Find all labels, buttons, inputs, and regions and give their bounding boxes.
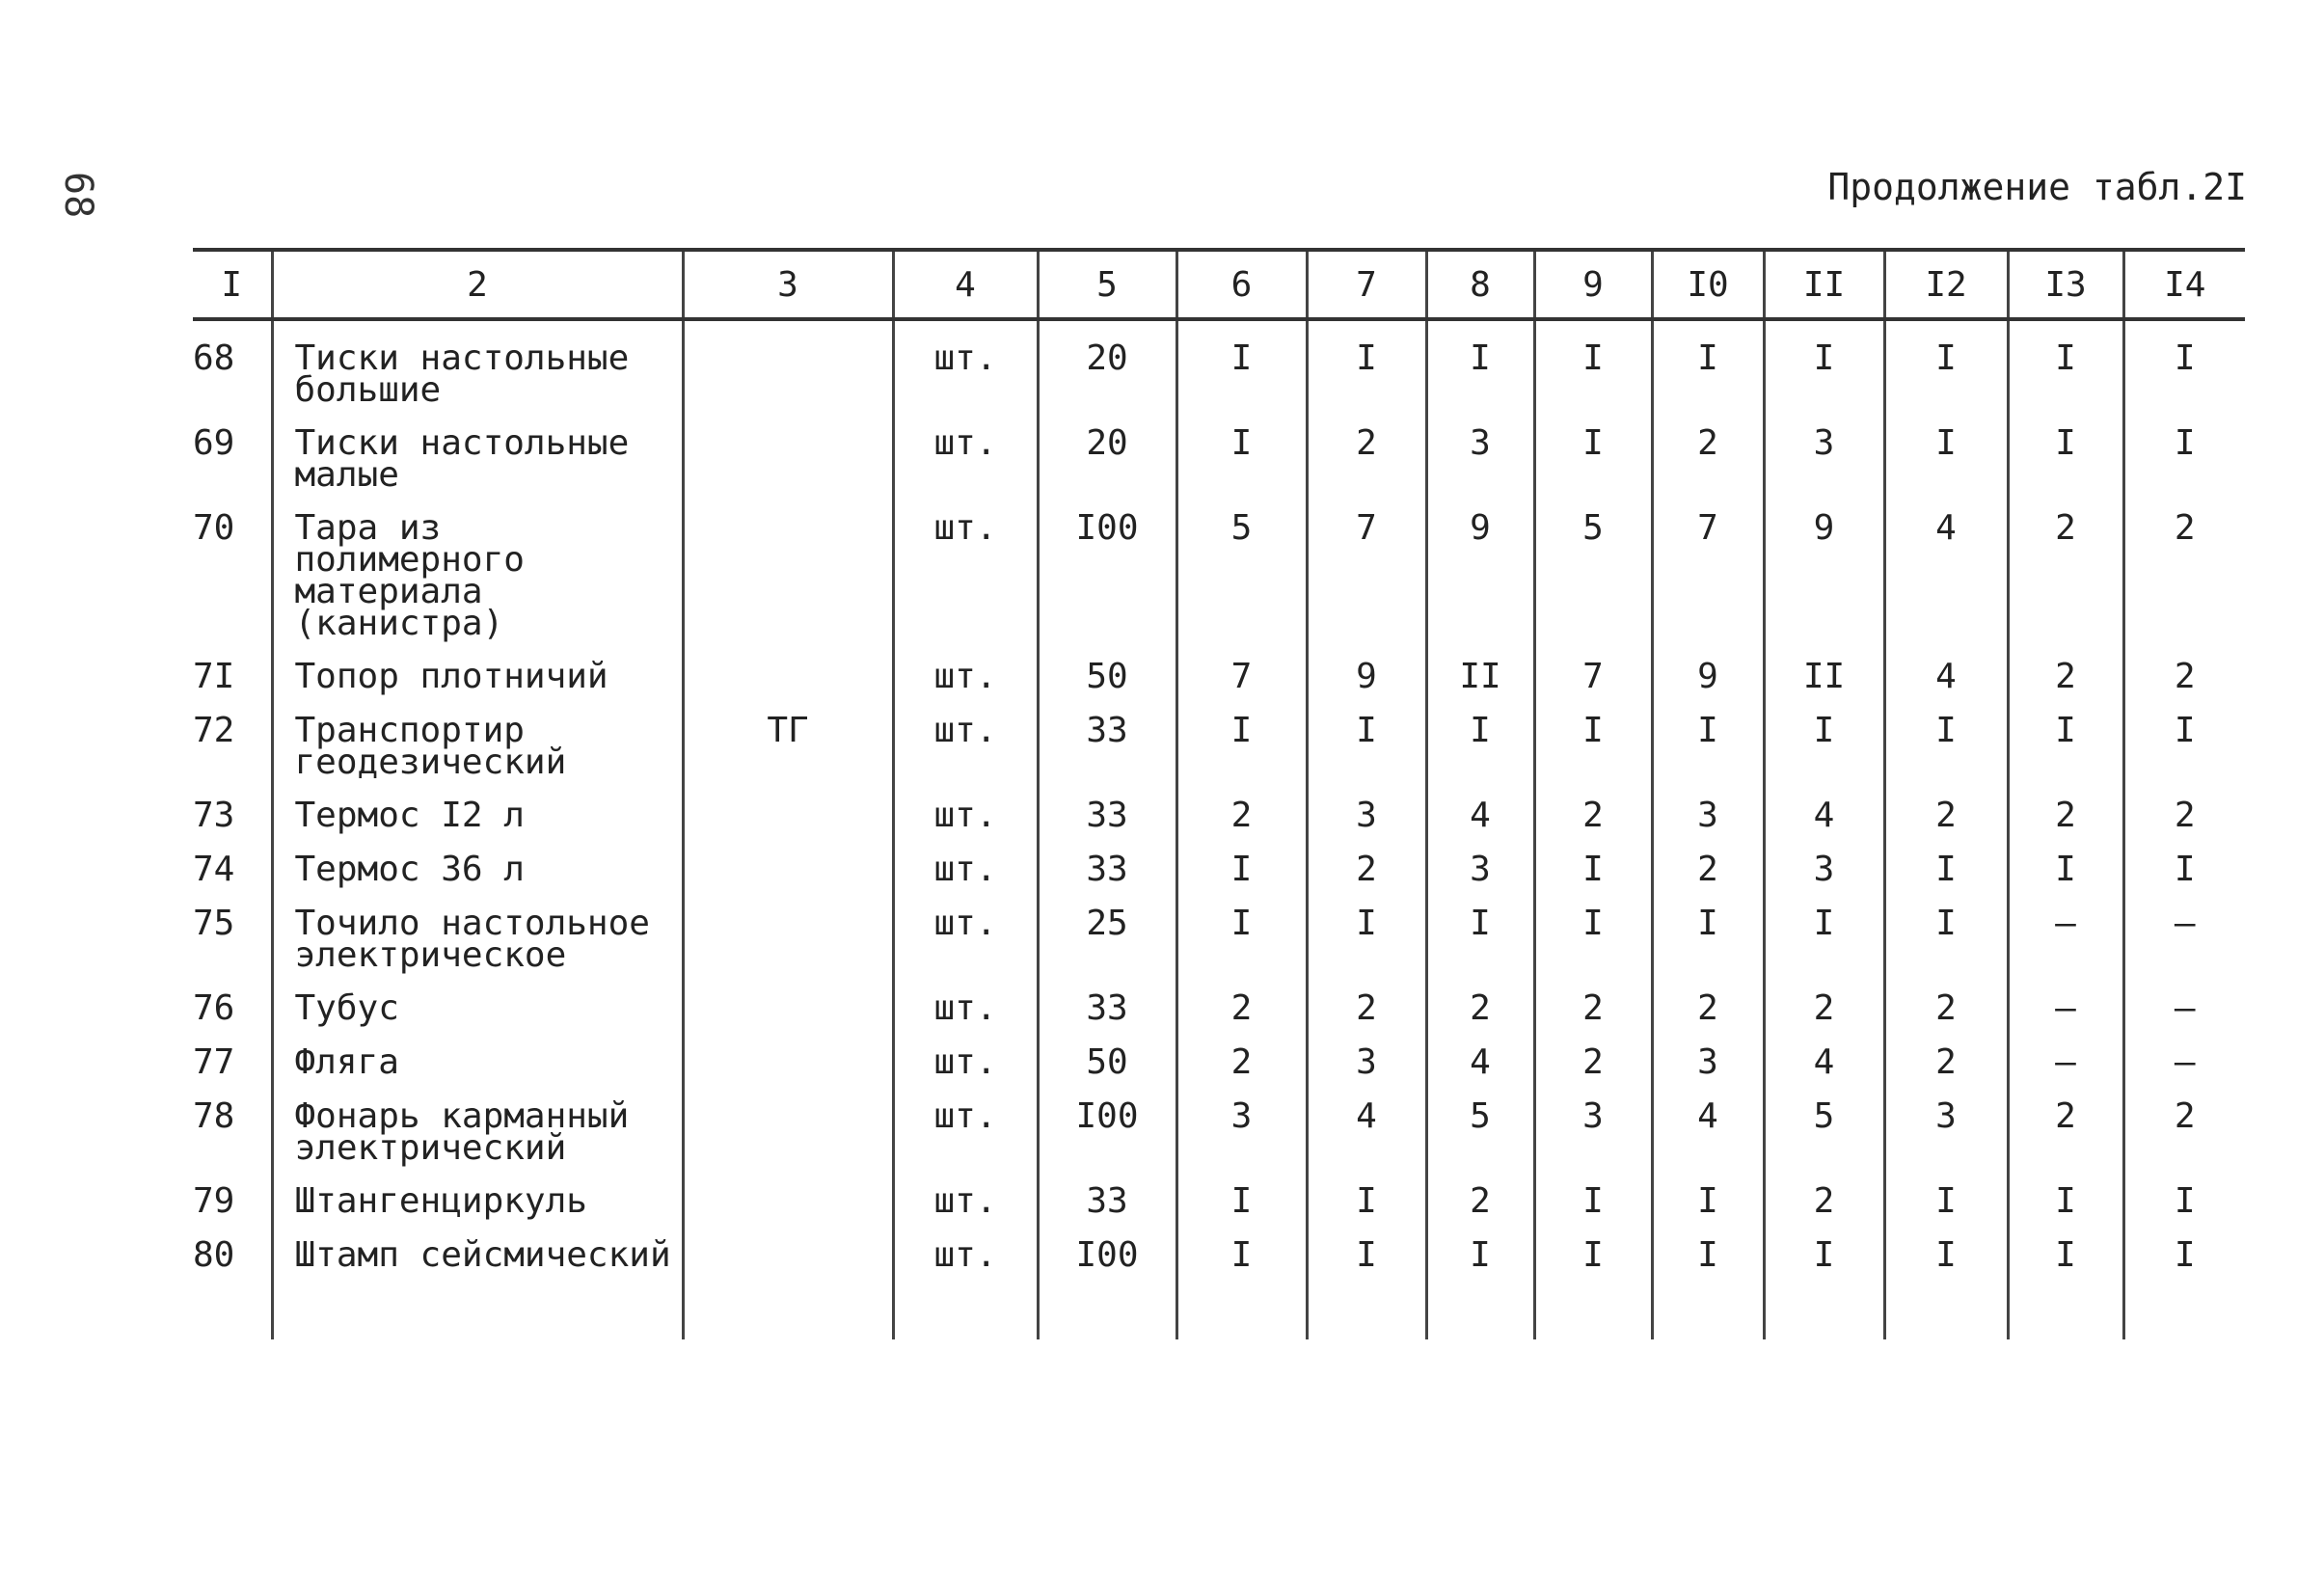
column-header: 2 bbox=[272, 250, 683, 319]
item-norm: 33 bbox=[1038, 693, 1176, 778]
quantity-cell: 2 bbox=[1884, 971, 2008, 1025]
quantity-cell: I bbox=[2123, 1164, 2245, 1218]
column-header: I2 bbox=[1884, 250, 2008, 319]
column-header: 6 bbox=[1176, 250, 1307, 319]
empty-cell bbox=[1038, 1272, 1176, 1339]
equipment-table-container bbox=[193, 248, 2245, 1339]
item-unit: шт. bbox=[893, 1079, 1038, 1164]
item-name: Тиски настольные малые bbox=[272, 406, 683, 491]
quantity-cell: 2 bbox=[1884, 778, 2008, 832]
item-code bbox=[683, 886, 893, 971]
item-norm: 50 bbox=[1038, 1025, 1176, 1079]
quantity-cell: 2 bbox=[1534, 971, 1652, 1025]
quantity-cell: 2 bbox=[1176, 1025, 1307, 1079]
column-header: 4 bbox=[893, 250, 1038, 319]
quantity-cell: 3 bbox=[1764, 406, 1884, 491]
quantity-cell: 5 bbox=[1176, 491, 1307, 639]
table-row bbox=[193, 491, 2245, 639]
table-row bbox=[193, 1025, 2245, 1079]
row-number: 7I bbox=[193, 657, 235, 696]
item-unit: шт. bbox=[893, 971, 1038, 1025]
quantity-cell: – bbox=[2123, 886, 2245, 971]
item-norm: 20 bbox=[1038, 406, 1176, 491]
row-number: 69 bbox=[193, 423, 235, 463]
quantity-cell: 3 bbox=[1307, 778, 1426, 832]
quantity-cell: 7 bbox=[1176, 639, 1307, 693]
quantity-cell: I bbox=[1426, 319, 1534, 406]
item-unit: шт. bbox=[893, 1025, 1038, 1079]
quantity-cell: I bbox=[1176, 1164, 1307, 1218]
quantity-cell: 4 bbox=[1764, 778, 1884, 832]
table-row bbox=[193, 639, 2245, 693]
quantity-cell: 9 bbox=[1307, 639, 1426, 693]
quantity-cell: I bbox=[1764, 693, 1884, 778]
item-norm: 33 bbox=[1038, 1164, 1176, 1218]
quantity-cell: II bbox=[1426, 639, 1534, 693]
quantity-cell: – bbox=[2008, 1025, 2123, 1079]
quantity-cell: I bbox=[1176, 406, 1307, 491]
quantity-cell: I bbox=[1534, 319, 1652, 406]
quantity-cell: 3 bbox=[1884, 1079, 2008, 1164]
item-code bbox=[683, 319, 893, 406]
quantity-cell: 2 bbox=[1426, 1164, 1534, 1218]
quantity-cell: I bbox=[1176, 886, 1307, 971]
item-name: Тубус bbox=[272, 971, 683, 1025]
row-number: 68 bbox=[193, 338, 235, 378]
empty-cell bbox=[2123, 1272, 2245, 1339]
quantity-cell: I bbox=[1534, 693, 1652, 778]
quantity-cell: I bbox=[1884, 406, 2008, 491]
item-norm: I00 bbox=[1038, 1218, 1176, 1272]
quantity-cell: – bbox=[2008, 971, 2123, 1025]
item-unit: шт. bbox=[893, 406, 1038, 491]
table-row bbox=[193, 1079, 2245, 1164]
quantity-cell: 2 bbox=[2123, 778, 2245, 832]
row-number: 73 bbox=[193, 796, 235, 835]
quantity-cell: 2 bbox=[1884, 1025, 2008, 1079]
table-row bbox=[193, 1164, 2245, 1218]
item-code bbox=[683, 778, 893, 832]
quantity-cell: II bbox=[1764, 639, 1884, 693]
item-norm: 20 bbox=[1038, 319, 1176, 406]
quantity-cell: I bbox=[1652, 886, 1764, 971]
quantity-cell: 2 bbox=[2123, 639, 2245, 693]
quantity-cell: 2 bbox=[1652, 406, 1764, 491]
quantity-cell: 2 bbox=[2008, 639, 2123, 693]
empty-cell bbox=[272, 1272, 683, 1339]
quantity-cell: I bbox=[1764, 886, 1884, 971]
item-norm: I00 bbox=[1038, 1079, 1176, 1164]
quantity-cell: 5 bbox=[1534, 491, 1652, 639]
empty-cell bbox=[1652, 1272, 1764, 1339]
item-name: Термос 36 л bbox=[272, 832, 683, 886]
quantity-cell: 3 bbox=[1176, 1079, 1307, 1164]
item-unit: шт. bbox=[893, 778, 1038, 832]
item-norm: 33 bbox=[1038, 832, 1176, 886]
quantity-cell: 2 bbox=[2008, 1079, 2123, 1164]
quantity-cell: 2 bbox=[1307, 406, 1426, 491]
quantity-cell: 5 bbox=[1426, 1079, 1534, 1164]
item-name: Тара из полимерного материала (канистра) bbox=[272, 491, 683, 639]
item-code bbox=[683, 639, 893, 693]
row-number: 75 bbox=[193, 904, 235, 943]
quantity-cell: 2 bbox=[1307, 971, 1426, 1025]
quantity-cell: 2 bbox=[2008, 778, 2123, 832]
table-row bbox=[193, 886, 2245, 971]
item-name: Штамп сейсмический bbox=[272, 1218, 683, 1272]
quantity-cell: 2 bbox=[1176, 778, 1307, 832]
empty-cell bbox=[683, 1272, 893, 1339]
quantity-cell: 2 bbox=[1652, 971, 1764, 1025]
item-name: Фляга bbox=[272, 1025, 683, 1079]
quantity-cell: 4 bbox=[1764, 1025, 1884, 1079]
item-name: Фонарь карманный электрический bbox=[272, 1079, 683, 1164]
quantity-cell: 3 bbox=[1426, 406, 1534, 491]
row-number: 72 bbox=[193, 711, 235, 750]
quantity-cell: I bbox=[1307, 1218, 1426, 1272]
empty-cell bbox=[2008, 1272, 2123, 1339]
quantity-cell: I bbox=[1307, 1164, 1426, 1218]
quantity-cell: – bbox=[2008, 886, 2123, 971]
item-name: Термос I2 л bbox=[272, 778, 683, 832]
quantity-cell: I bbox=[1176, 1218, 1307, 1272]
quantity-cell: 7 bbox=[1652, 491, 1764, 639]
item-unit: шт. bbox=[893, 886, 1038, 971]
item-norm: 50 bbox=[1038, 639, 1176, 693]
quantity-cell: I bbox=[1534, 886, 1652, 971]
quantity-cell: I bbox=[1764, 319, 1884, 406]
quantity-cell: I bbox=[1884, 832, 2008, 886]
quantity-cell: 5 bbox=[1764, 1079, 1884, 1164]
quantity-cell: 3 bbox=[1426, 832, 1534, 886]
table-caption: Продолжение табл.2I bbox=[1827, 166, 2247, 208]
quantity-cell: 2 bbox=[1534, 1025, 1652, 1079]
quantity-cell: 7 bbox=[1534, 639, 1652, 693]
row-number: 76 bbox=[193, 988, 235, 1028]
column-header: I4 bbox=[2123, 250, 2245, 319]
row-number: 74 bbox=[193, 850, 235, 889]
row-number: 78 bbox=[193, 1096, 235, 1136]
column-header: II bbox=[1764, 250, 1884, 319]
quantity-cell: I bbox=[1307, 693, 1426, 778]
quantity-cell: I bbox=[1426, 1218, 1534, 1272]
quantity-cell: 4 bbox=[1426, 1025, 1534, 1079]
quantity-cell: I bbox=[1307, 319, 1426, 406]
item-name: Топор плотничий bbox=[272, 639, 683, 693]
quantity-cell: 2 bbox=[2123, 491, 2245, 639]
quantity-cell: I bbox=[1534, 832, 1652, 886]
quantity-cell: 2 bbox=[2123, 1079, 2245, 1164]
column-header: 9 bbox=[1534, 250, 1652, 319]
table-header-row bbox=[193, 250, 2245, 319]
quantity-cell: I bbox=[2123, 1218, 2245, 1272]
item-norm: 33 bbox=[1038, 971, 1176, 1025]
quantity-cell: 3 bbox=[1764, 832, 1884, 886]
quantity-cell: I bbox=[1884, 693, 2008, 778]
quantity-cell: – bbox=[2123, 971, 2245, 1025]
quantity-cell: 7 bbox=[1307, 491, 1426, 639]
table-body bbox=[193, 319, 2245, 1339]
quantity-cell: I bbox=[1534, 1164, 1652, 1218]
quantity-cell: I bbox=[2008, 319, 2123, 406]
row-number: 77 bbox=[193, 1042, 235, 1082]
table-row bbox=[193, 693, 2245, 778]
item-name: Транспортир геодезический bbox=[272, 693, 683, 778]
item-unit: шт. bbox=[893, 1218, 1038, 1272]
table-filler-row bbox=[193, 1272, 2245, 1339]
quantity-cell: I bbox=[2008, 1218, 2123, 1272]
empty-cell bbox=[1426, 1272, 1534, 1339]
item-name: Точило настольное электрическое bbox=[272, 886, 683, 971]
quantity-cell: I bbox=[1764, 1218, 1884, 1272]
item-norm: I00 bbox=[1038, 491, 1176, 639]
item-unit: шт. bbox=[893, 319, 1038, 406]
quantity-cell: 2 bbox=[2008, 491, 2123, 639]
quantity-cell: 2 bbox=[1176, 971, 1307, 1025]
item-code bbox=[683, 1164, 893, 1218]
quantity-cell: I bbox=[1884, 1218, 2008, 1272]
quantity-cell: 3 bbox=[1652, 778, 1764, 832]
item-unit: шт. bbox=[893, 832, 1038, 886]
item-code: ТГ bbox=[683, 693, 893, 778]
quantity-cell: I bbox=[1534, 1218, 1652, 1272]
quantity-cell: I bbox=[1176, 693, 1307, 778]
quantity-cell: I bbox=[2123, 693, 2245, 778]
empty-cell bbox=[1176, 1272, 1307, 1339]
empty-cell bbox=[1764, 1272, 1884, 1339]
empty-cell bbox=[193, 1272, 272, 1339]
quantity-cell: 3 bbox=[1652, 1025, 1764, 1079]
quantity-cell: 9 bbox=[1652, 639, 1764, 693]
row-number: 79 bbox=[193, 1181, 235, 1221]
quantity-cell: I bbox=[1426, 693, 1534, 778]
quantity-cell: I bbox=[2123, 832, 2245, 886]
quantity-cell: I bbox=[1652, 1164, 1764, 1218]
column-header: 3 bbox=[683, 250, 893, 319]
empty-cell bbox=[893, 1272, 1038, 1339]
quantity-cell: I bbox=[2008, 832, 2123, 886]
item-code bbox=[683, 1218, 893, 1272]
quantity-cell: 2 bbox=[1764, 971, 1884, 1025]
empty-cell bbox=[1307, 1272, 1426, 1339]
quantity-cell: I bbox=[2008, 406, 2123, 491]
page-number: 68 bbox=[56, 172, 100, 219]
column-header: 7 bbox=[1307, 250, 1426, 319]
quantity-cell: 4 bbox=[1426, 778, 1534, 832]
quantity-cell: 2 bbox=[1652, 832, 1764, 886]
item-code bbox=[683, 971, 893, 1025]
quantity-cell: – bbox=[2123, 1025, 2245, 1079]
quantity-cell: I bbox=[1426, 886, 1534, 971]
quantity-cell: I bbox=[1884, 886, 2008, 971]
item-unit: шт. bbox=[893, 693, 1038, 778]
column-header: I3 bbox=[2008, 250, 2123, 319]
table-row bbox=[193, 778, 2245, 832]
quantity-cell: 9 bbox=[1426, 491, 1534, 639]
column-header: I0 bbox=[1652, 250, 1764, 319]
item-code bbox=[683, 1025, 893, 1079]
table-row bbox=[193, 319, 2245, 406]
quantity-cell: 3 bbox=[1307, 1025, 1426, 1079]
quantity-cell: I bbox=[2008, 693, 2123, 778]
item-unit: шт. bbox=[893, 1164, 1038, 1218]
item-unit: шт. bbox=[893, 639, 1038, 693]
table-row bbox=[193, 832, 2245, 886]
empty-cell bbox=[1534, 1272, 1652, 1339]
quantity-cell: 4 bbox=[1307, 1079, 1426, 1164]
column-header: I bbox=[221, 264, 243, 305]
item-name: Тиски настольные большие bbox=[272, 319, 683, 406]
quantity-cell: 2 bbox=[1307, 832, 1426, 886]
item-norm: 33 bbox=[1038, 778, 1176, 832]
quantity-cell: 4 bbox=[1652, 1079, 1764, 1164]
item-code bbox=[683, 491, 893, 639]
quantity-cell: 4 bbox=[1884, 639, 2008, 693]
item-unit: шт. bbox=[893, 491, 1038, 639]
item-code bbox=[683, 406, 893, 491]
quantity-cell: I bbox=[1176, 319, 1307, 406]
table-row bbox=[193, 1218, 2245, 1272]
quantity-cell: 2 bbox=[1426, 971, 1534, 1025]
item-name: Штангенциркуль bbox=[272, 1164, 683, 1218]
quantity-cell: I bbox=[1652, 693, 1764, 778]
quantity-cell: I bbox=[1652, 1218, 1764, 1272]
column-header: 5 bbox=[1038, 250, 1176, 319]
quantity-cell: I bbox=[1307, 886, 1426, 971]
item-code bbox=[683, 1079, 893, 1164]
quantity-cell: 3 bbox=[1534, 1079, 1652, 1164]
quantity-cell: 2 bbox=[1534, 778, 1652, 832]
row-number: 70 bbox=[193, 508, 235, 548]
quantity-cell: I bbox=[2123, 319, 2245, 406]
table-row bbox=[193, 406, 2245, 491]
quantity-cell: I bbox=[2123, 406, 2245, 491]
quantity-cell: 9 bbox=[1764, 491, 1884, 639]
quantity-cell: I bbox=[1534, 406, 1652, 491]
row-number: 80 bbox=[193, 1235, 235, 1275]
quantity-cell: 4 bbox=[1884, 491, 2008, 639]
quantity-cell: I bbox=[2008, 1164, 2123, 1218]
quantity-cell: I bbox=[1652, 319, 1764, 406]
equipment-table bbox=[193, 248, 2245, 1339]
quantity-cell: I bbox=[1884, 1164, 2008, 1218]
item-norm: 25 bbox=[1038, 886, 1176, 971]
column-header: 8 bbox=[1426, 250, 1534, 319]
quantity-cell: I bbox=[1884, 319, 2008, 406]
table-row bbox=[193, 971, 2245, 1025]
quantity-cell: I bbox=[1176, 832, 1307, 886]
item-code bbox=[683, 832, 893, 886]
empty-cell bbox=[1884, 1272, 2008, 1339]
quantity-cell: 2 bbox=[1764, 1164, 1884, 1218]
